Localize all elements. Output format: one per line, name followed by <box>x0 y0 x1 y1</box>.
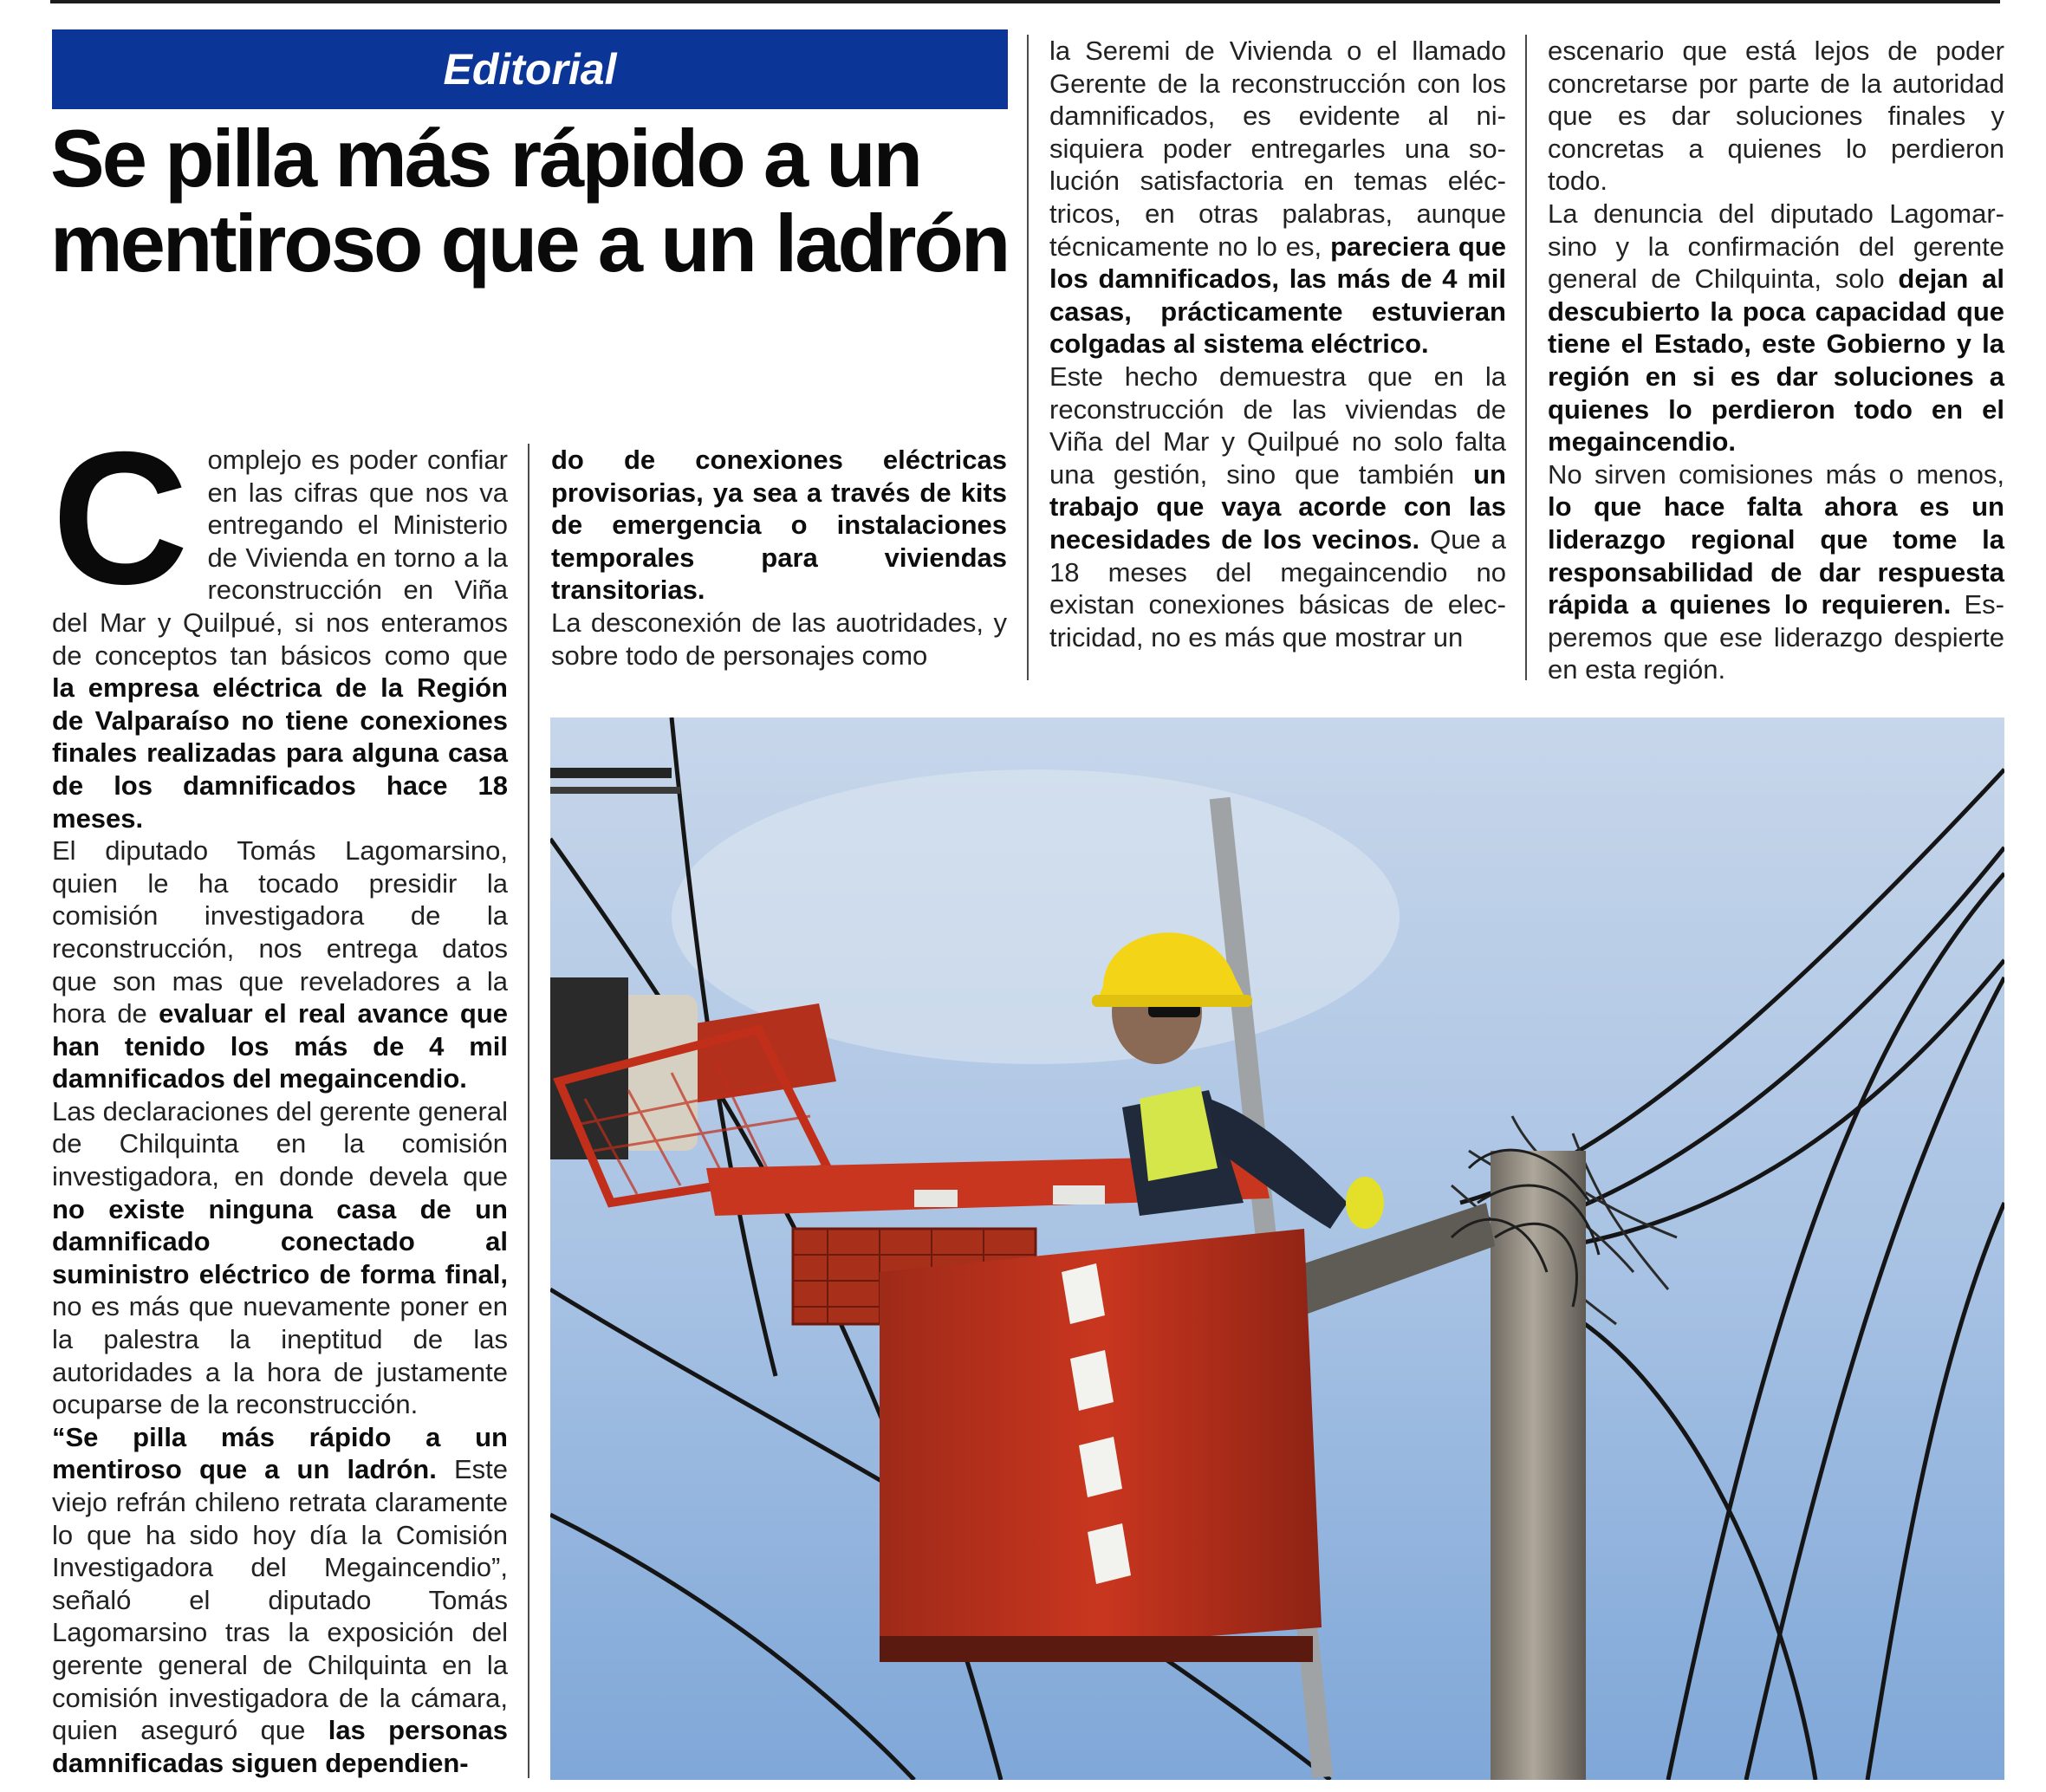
text-run: Esperemos que ese liderazgo despierte en esta región. <box>1548 589 2004 685</box>
article-column-2 <box>551 444 1007 672</box>
text-run: Las declaraciones del gerente general de Chilquinta en la comisión investigadora, en donde devela que <box>52 1095 508 1192</box>
paragraph <box>1548 458 2004 686</box>
column-divider <box>1525 35 1527 680</box>
bold-text-run: evaluar el real avance que han tenido los más de 4 mil damnificados del megaincendio. <box>52 998 508 1094</box>
paragraph <box>52 413 508 834</box>
paragraph <box>1548 35 2004 198</box>
text-run: escenario que está lejos de poder concretarse por parte de la autoridad que es dar soluciones finales y concretas a quienes lo perdieron todo. <box>1548 36 2004 197</box>
paragraph <box>1548 198 2004 458</box>
bold-text-run: dejan al descubierto la poca capacidad que tiene el Estado, este Gobierno y la región en si es dar soluciones a quienes lo perdieron todo en el megaincendio. <box>1548 263 2004 458</box>
paragraph <box>52 1095 508 1421</box>
column-divider <box>528 444 529 1778</box>
bold-text-run: no existe ninguna casa de un damnificado conectado al suministro eléctrico de forma final, <box>52 1193 508 1289</box>
bold-text-run: pareciera que los damnificados, las más de 4 mil casas, prácticamente estuvieran colgadas al sistema eléctrico. <box>1049 230 1507 360</box>
bold-text-run: un trabajo que vaya acorde con las necesidades de los vecinos. <box>1049 458 1506 555</box>
text-run: no es más que nuevamente poner en la palestra la ineptitud de las autoridades a la hora de justamente ocuparse de la reconstrucción. <box>52 1291 508 1420</box>
text-run: Este hecho demuestra que en la reconstrucción de las viviendas de Viña del Mar y Quilpué no solo falta una gestión, sino que también <box>1049 360 1506 490</box>
article-photo <box>550 717 2004 1780</box>
section-label: Editorial <box>443 45 617 94</box>
text-run: Que a 18 meses del megaincendio no existan conexiones básicas de electricidad, no es más que mostrar un <box>1049 523 1506 653</box>
section-banner <box>52 29 1008 109</box>
bold-text-run: “Se pilla más rápido a un mentiroso que a un ladrón. <box>52 1421 508 1485</box>
text-run: No sirven comisiones más o menos, <box>1548 458 2004 490</box>
bold-text-run: do de conexiones eléctricas provisorias, ya sea a través de kits de emergencia o instalaciones temporales para viviendas transitorias. <box>551 445 1007 606</box>
text-run: El diputado Tomás Lagomarsino, quien le ha tocado presidir la comisión investigadora de la reconstrucción, nos entrega datos que son mas que reveladores a la hora de <box>52 835 508 1029</box>
column-divider <box>1027 35 1029 680</box>
text-run: la Seremi de Vivienda o el llamado Gerente de la reconstrucción con los damnificados, es evidente al nisiquiera poder entregarles una solución satisfactoria en temas eléctricos, en otras palabras, aunque técnicamente no lo es, <box>1049 36 1506 262</box>
article-column-1 <box>52 413 508 1779</box>
article-column-4 <box>1548 35 2004 686</box>
text-run: La denuncia del diputado Lagomarsino y la confirmación del gerente general de Chilquinta, solo <box>1548 198 2004 295</box>
text-run: La desconexión de las auotridades, y sobre todo de personajes como <box>551 607 1007 671</box>
drop-cap: C <box>52 413 189 624</box>
paragraph <box>551 444 1007 607</box>
bold-text-run: lo que hace falta ahora es un liderazgo regional que tome la responsabilidad de dar respuesta rápida a quienes lo requieren. <box>1548 491 2004 620</box>
paragraph <box>52 834 508 1095</box>
paragraph <box>1049 360 1506 653</box>
paragraph <box>52 1421 508 1780</box>
bold-text-run: la empresa eléctrica de la Región de Valparaíso no tiene conexiones finales realizadas para alguna casa de los damnificados hace 18 meses. <box>52 672 508 834</box>
bold-text-run: las personas damnificadas siguen dependien- <box>52 1715 508 1778</box>
paragraph <box>1049 35 1506 360</box>
article-column-3 <box>1049 35 1506 653</box>
headline: Se pilla más rápido a un mentiroso que a un ladrón <box>50 113 1009 289</box>
top-rule <box>50 0 2000 3</box>
paragraph <box>551 607 1007 672</box>
text-run: Este viejo refrán chileno retrata claramente lo que ha sido hoy día la Comisión Investigadora del Megaincendio”, señaló el diputado Tomás Lagomarsino tras la exposición del gerente general de Chilquinta en la comisión investigadora de la cámara, quien aseguró que <box>52 1454 508 1746</box>
text-run: omplejo es poder confiar en las cifras que nos va entregando el Ministerio de Vivienda en torno a la reconstrucción en Viña del Mar y Quilpué, si nos enteramos de conceptos tan básicos como que <box>52 445 508 671</box>
